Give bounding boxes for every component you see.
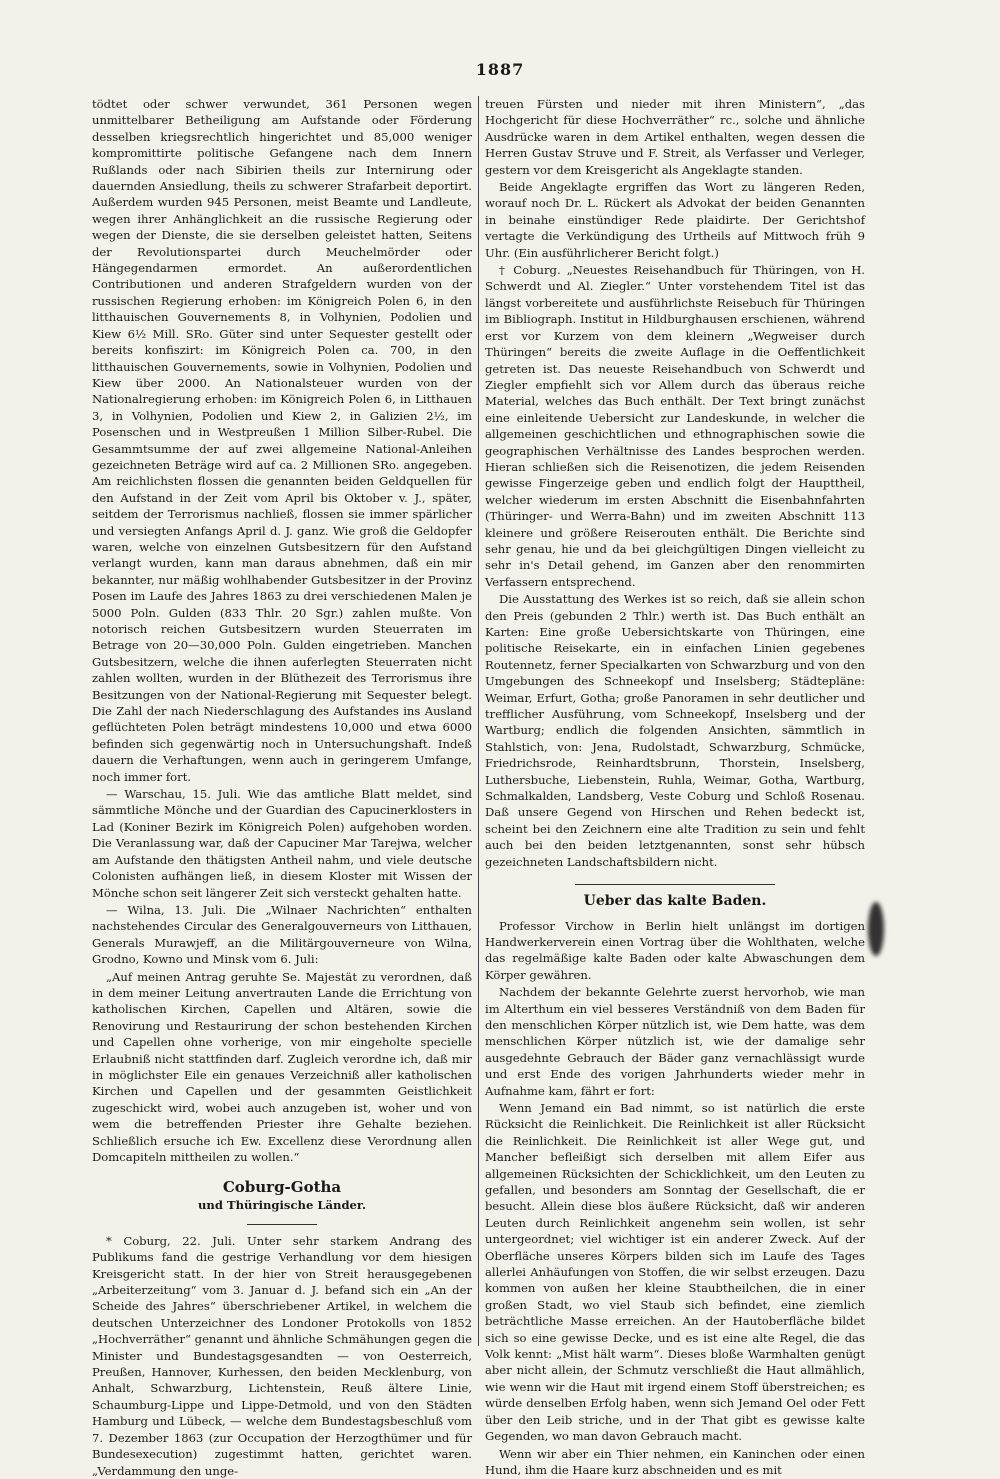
article-title: Ueber das kalte Baden. <box>583 893 767 910</box>
column-divider <box>478 96 479 1346</box>
paragraph: Wenn wir aber ein Thier nehmen, ein Kaninchen oder einen Hund, ihm die Haare kurz abschneiden und es mit <box>485 1446 865 1477</box>
ink-smudge <box>868 902 884 956</box>
left-column <box>92 96 472 1478</box>
paragraph: Professor Virchow in Berlin hielt unlängst im dortigen Handwerkerverein einen Vortrag über die Wohlthaten, welche das regelmäßige kalte Baden oder kalte Abwaschungen dem Körper gewähren. <box>485 918 865 982</box>
paragraph: — Wilna, 13. Juli. Die „Wilnaer Nachrichten“ enthalten nachstehendes Circular des Generalgouverneurs von Litthauen, Generals Murawjeff, an die Militärgouverneure von Wilna, Grodno, Kowno und Minsk vom 6. Juli: <box>92 902 472 967</box>
paragraph: treuen Fürsten und nieder mit ihren Ministern“, „das Hochgericht für diese Hochverräther“ rc., solche und ähnliche Ausdrücke waren in dem Artikel enthalten, wegen dessen die Herren Gustav Struve und F. Streit, als Verfasser und Verleger, gestern vor dem Kreisgericht als Angeklagte standen. <box>485 97 865 177</box>
article-rule <box>575 884 775 885</box>
section-title: Coburg-Gotha <box>222 1178 342 1197</box>
page-number: 1887 <box>475 60 525 79</box>
paragraph: Beide Angeklagte ergriffen das Wort zu längeren Reden, worauf noch Dr. L. Rückert als Advokat der beiden Genannten in beinahe einstündiger Rede plaidirte. Der Gerichtshof vertagte die Verkündigung des Urtheils auf Mittwoch früh 9 Uhr. (Ein ausführlicherer Bericht folgt.) <box>485 180 865 260</box>
paragraph: Die Ausstattung des Werkes ist so reich, daß sie allein schon den Preis (gebunden 2 Thlr.) werth ist. Das Buch enthält an Karten: Eine große Uebersichtskarte von Thüringen, eine politische Reisekarte, ein in einfachen Linien gegebenes Routennetz, ferner Specialkarten von Schwarzburg und von den Umgebungen des Schneekopf und Inselsberg; Städtepläne: Weimar, Erfurt, Gotha; große Panoramen in sehr deutlicher und trefflicher Ausführung, vom Schneekopf, Inselsberg und der Wartburg; endlich die folgenden Ansichten, sämmtlich in Stahlstich, von: Jena, Rudolstadt, Schwarzburg, Schmücke, Friedrichsrode, Reinhardtsbrunn, Thorstein, Inselsberg, Luthersbuche, Liebenstein, Ruhla, Weimar, Gotha, Wartburg, Schmalkalden, Landsberg, Veste Coburg und Schloß Rosenau. Daß unsere Gegend von Hirschen und Rehen bedeckt ist, scheint bei den Zeichnern eine alte Tradition zu sein und fehlt auch bei den beiden letztgenannten, sonst sehr hübsch gezeichneten Landschaftsbildern nicht. <box>485 592 865 869</box>
paragraph: Nachdem der bekannte Gelehrte zuerst hervorhob, wie man im Alterthum ein viel besseres Verständniß von dem Baden für den menschlichen Körper nützlich ist, wie Dem hatte, was dem menschlichen Körper nützlich ist, wie der damalige sehr ausgedehnte Gebrauch der Bäder ganz vernachlässigt wurde und erst Ende des vorigen Jahrhunderts wieder mehr in Aufnahme kam, fährt er fort: <box>485 985 865 1098</box>
paragraph: — Warschau, 15. Juli. Wie das amtliche Blatt meldet, sind sämmtliche Mönche und der Guardian des Capucinerklosters in Lad (Koniner Bezirk im Königreich Polen) aufgehoben worden. Die Veranlassung war, daß der Capuciner Mar Tarejwa, welcher am Aufstande den thätigsten Antheil nahm, und viele deutsche Colonisten aufhängen ließ, in diesem Kloster mit Wissen der Mönche schon seit längerer Zeit sich versteckt gehalten hatte. <box>92 787 472 900</box>
paragraph: Wenn Jemand ein Bad nimmt, so ist natürlich die erste Rücksicht die Reinlichkeit. Die Reinlichkeit ist aller Rücksicht die Reinlichkeit. Die Reinlichkeit ist aller Wege gut, und Mancher befleißigt sich derselben mit allem Eifer aus allgemeinen Rücksichten der Schicklichkeit, um den Leuten zu gefallen, und besonders am Sonntag der Gesellschaft, die er besucht. Allein diese blos äußere Rücksicht, daß wir anderen Leuten durch Reinlichkeit angenehm sein wollen, ist sehr untergeordnet; viel wichtiger ist ein anderer Zweck. Auf der Oberfläche unseres Körpers bilden sich im Laufe des Tages allerlei Anhäufungen von Stoffen, die wir selbst erzeugen. Dazu kommen von außen her kleine Staubtheilchen, die in einer großen Stadt, wo viel Staub sich befindet, eine ziemlich beträchtliche Masse erreichen. An der Hautoberfläche bildet sich so eine gewisse Decke, und es ist eine alte Regel, die das Volk kennt: „Mist hält warm“. Dieses bloße Warmhalten genügt aber nicht allein, der Schmutz verschließt die Haut allmählich, wie wenn wir die Haut mit irgend einem Stoff überstreichen; es würde denselben Erfolg haben, wenn sich Jemand Oel oder Fett über den Leib striche, und in der That gibt es gewisse kalte Gegenden, wo man davon Gebrauch macht. <box>485 1100 865 1444</box>
section-rule <box>247 1224 317 1225</box>
paragraph: tödtet oder schwer verwundet, 361 Personen wegen unmittelbarer Betheiligung am Aufstande oder Förderung desselben kriegsrechtlich hingerichtet und 85,000 weniger kompromittirte politische Gefangene nach dem Innern Rußlands oder nach Sibirien theils zur Internirung oder dauernden Ansiedlung, theils zu schwerer Strafarbeit deportirt. Außerdem wurden 945 Personen, meist Beamte und Landleute, wegen ihrer Anhänglichkeit an die russische Regierung oder wegen der Dienste, die sie derselben geleistet hatten, Seitens der Revolutionspartei durch Meuchelmörder oder Hängegendarmen ermordet. An außerordentlichen Contributionen und anderen Strafgeldern wurden von der russischen Regierung erhoben: im Königreich Polen 6, in den litthauischen Gouvernements 8, in Volhynien, Podolien und Kiew 6½ Mill. SRo. Güter sind unter Sequester gestellt oder bereits konfiszirt: im Königreich Polen ca. 700, in den litthauischen Gouvernements, sowie in Volhynien, Podolien und Kiew über 2000. An Nationalsteuer wurden von der Nationalregierung erhoben: im Königreich Polen 6, in Litthauen 3, in Volhynien, Podolien und Kiew 2, in Galizien 2½, im Posenschen und in Westpreußen 1 Million Silber-Rubel. Die Gesammtsumme der auf zwei allgemeine National-Anleihen gezeichneten Beträge wird auf ca. 2 Millionen SRo. angegeben. Am reichlichsten flossen die genannten beiden Geldquellen für den Aufstand in der Zeit vom April bis Oktober v. J., später, seitdem der Terrorismus nachließ, flossen sie immer spärlicher und versiegten Anfangs April d. J. ganz. Wie groß die Geldopfer waren, welche von einzelnen Gutsbesitzern für den Aufstand verlangt wurden, kann man daraus abnehmen, daß ein mir bekannter, nur mäßig wohlhabender Gutsbesitzer in der Provinz Posen im Laufe des Jahres 1863 zu drei verschiedenen Malen je 5000 Poln. Gulden (833 Thlr. 20 Sgr.) zahlen mußte. Von notorisch reichen Gutsbesitzern wurden Steuerraten im Betrage von 20—30,000 Poln. Gulden eingetrieben. Manchen Gutsbesitzern, welche die ihnen auferlegten Steuerraten nicht zahlen wollten, wurden in der Blüthezeit des Terrorismus ihre Besitzungen von der National-Regierung mit Sequester belegt. Die Zahl der nach Niederschlagung des Aufstandes ins Ausland geflüchteten Polen beträgt mindestens 10,000 und etwa 6000 befinden sich gegenwärtig noch in Untersuchungshaft. Indeß dauern die Verhaftungen, wenn auch in geringerem Umfange, noch immer fort. <box>92 97 472 784</box>
section-subtitle: und Thüringische Länder. <box>197 1198 367 1213</box>
paragraph: „Auf meinen Antrag geruhte Se. Majestät zu verordnen, daß in dem meiner Leitung anvertrauten Lande die Errichtung von katholischen Kirchen, Capellen und Altären, sowie die Renovirung und Restaurirung der schon bestehenden Kirchen und Capellen ohne vorherige, von mir eingeholte specielle Erlaubniß nicht stattfinden darf. Zugleich verordne ich, daß mir in möglichster Eile ein genaues Verzeichniß aller katholischen Kirchen und Capellen und der gesammten Geistlichkeit zugeschickt wird, wobei auch anzugeben ist, woher und von wem die betreffenden Priester ihre Gehalte beziehen. Schließlich ersuche ich Ew. Excellenz diese Verordnung allen Domcapiteln mittheilen zu wollen.“ <box>92 969 472 1164</box>
paragraph: * Coburg, 22. Juli. Unter sehr starkem Andrang des Publikums fand die gestrige Verhandlung vor dem hiesigen Kreisgericht statt. In der hier von Streit herausgegebenen „Arbeiterzeitung“ vom 3. Januar d. J. befand sich ein „An der Scheide des Jahres“ überschriebener Artikel, in welchem die deutschen Unterzeichner des Londoner Protokolls von 1852 „Hochverräther“ genannt und ähnliche Schmähungen gegen die Minister und Bundestagsgesandten — von Oesterreich, Preußen, Hannover, Kurhessen, den beiden Mecklenburg, von Anhalt, Schwarzburg, Lichtenstein, Reuß ältere Linie, Schaumburg-Lippe und Lippe-Detmold, und von den Städten Hamburg und Lübeck, — welche dem Bundestagsbeschluß vom 7. Dezember 1863 (zur Occupation der Herzogthümer und für Bundesexecution) zugestimmt hatten, gerichtet waren. „Verdammung den unge- <box>92 1233 472 1478</box>
paragraph: † Coburg. „Neuestes Reisehandbuch für Thüringen, von H. Schwerdt und Al. Ziegler.“ Unter vorstehendem Titel ist das längst vorbereitete und ausführlichste Reisebuch für Thüringen im Bibliograph. Institut in Hildburghausen erschienen, während erst vor Kurzem von dem kleinern „Wegweiser durch Thüringen“ bereits die zweite Auflage in die Oeffentlichkeit getreten ist. Das neueste Reisehandbuch von Schwerdt und Ziegler empfiehlt sich vor Allem durch das überaus reiche Material, welches das Buch enthält. Der Text bringt zunächst eine einleitende Uebersicht zur Landeskunde, in welcher die allgemeinen geschichtlichen und ethnographischen sowie die geographischen Verhältnisse des Landes besprochen werden. Hieran schließen sich die Reisenotizen, die jedem Reisenden gewisse Fingerzeige geben und endlich folgt der Haupttheil, welcher wiederum im ersten Abschnitt die Eisenbahnfahrten (Thüringer- und Werra-Bahn) und im zweiten Abschnitt 113 kleinere und größere Reiserouten enthält. Die Berichte sind sehr genau, hie und da bei gleichgültigen Dingen vielleicht zu sehr in's Detail gehend, im Ganzen aber den renommirten Verfassern entsprechend. <box>485 263 865 589</box>
right-column <box>485 96 865 1477</box>
